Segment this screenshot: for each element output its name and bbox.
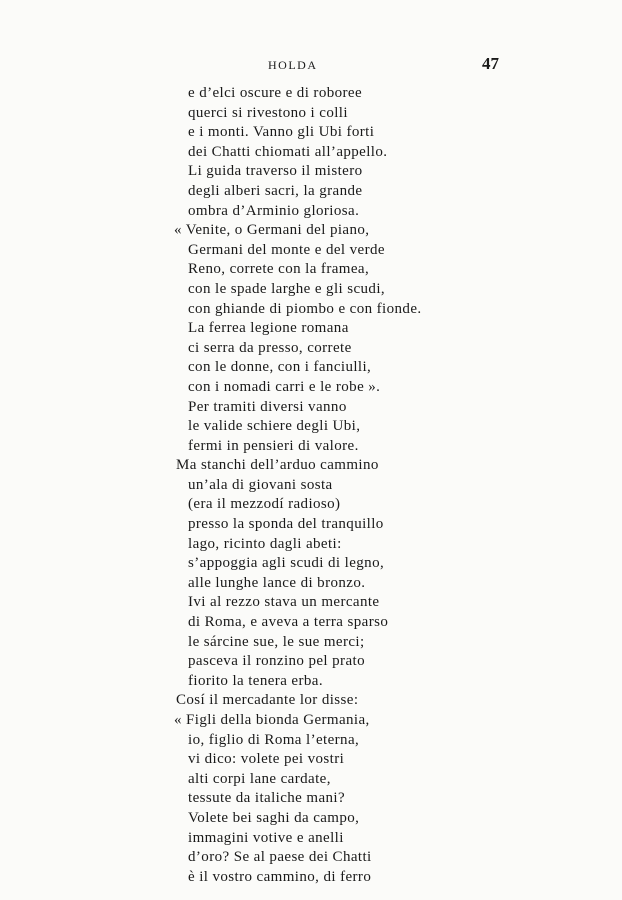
verse-line [0,829,622,849]
verse-line [0,770,622,790]
verse-line-text: con i nomadi carri e le robe ». [188,378,381,395]
verse-line [0,162,622,182]
verse-line [0,378,622,398]
verse-line [0,476,622,496]
verse-line [0,750,622,770]
verse-line [0,809,622,829]
verse-line [0,456,622,476]
verse-line [0,535,622,555]
verse-line-text: di Roma, e aveva a terra sparso [188,614,389,631]
verse-line-text: fermi in pensieri di valore. [188,437,359,454]
verse-line [0,182,622,202]
verse-line-text: immagini votive e anelli [188,829,344,846]
verse-line [0,280,622,300]
verse-line [0,495,622,515]
verse-line-text: le valide schiere degli Ubi, [188,418,361,435]
verse-line-text: Reno, correte con la framea, [188,261,370,278]
verse-line [0,789,622,809]
verse-line [0,652,622,672]
verse-line-text: La ferrea legione romana [188,320,349,337]
verse-line-text: io, figlio di Roma l’eterna, [188,731,360,748]
running-title: HOLDA [268,58,318,72]
verse-line [0,202,622,222]
verse-line [0,515,622,535]
verse-line [0,221,622,241]
verse-line-text: « Figli della bionda Germania, [174,712,370,728]
verse-line [0,731,622,751]
verse-line [0,711,622,731]
verse-line [0,633,622,653]
verse-line-text: « Venite, o Germani del piano, [174,222,370,239]
verse-line-text: alti corpi lane cardate, [188,770,331,787]
verse-line-text: presso la sponda del tranquillo [188,516,384,533]
verse-line [0,104,622,124]
verse-line-text: s’appoggia agli scudi di legno, [188,555,385,572]
verse-line-text: dei Chatti chiomati all’appello. [188,143,388,160]
verse-line [0,84,622,104]
verse-line [0,848,622,868]
verse-line-text: alle lunghe lance di bronzo. [188,574,366,591]
verse-line [0,574,622,594]
verse-line-text: ombra d’Arminio gloriosa. [188,202,360,219]
verse-line-text: e i monti. Vanno gli Ubi forti [188,124,375,141]
page-number: 47 [482,54,499,73]
verse-line [0,691,622,711]
verse-line [0,339,622,359]
verse-line-text: un’ala di giovani sosta [188,476,333,493]
verse-line-text: (era il mezzodí radioso) [188,496,341,513]
verse-line-text: Germani del monte e del verde [188,241,385,258]
verse-line-text: vi dico: volete pei vostri [188,751,345,768]
verse-line-text: Per tramiti diversi vanno [188,398,347,415]
verse-line [0,300,622,320]
running-head [0,56,622,76]
verse-line-text: Ma stanchi dell’arduo cammino [176,457,379,474]
verse-line [0,554,622,574]
verse-line-text: fiorito la tenera erba. [188,672,323,689]
verse-line-text: Ivi al rezzo stava un mercante [188,594,380,611]
verse-line [0,672,622,692]
verse-line-text: Cosí il mercadante lor disse: [176,692,359,709]
verse-line [0,123,622,143]
verse-line [0,593,622,613]
verse-line-text: lago, ricinto dagli abeti: [188,535,342,552]
verse-line-text: con le donne, con i fanciulli, [188,359,372,376]
verse-line [0,358,622,378]
verse-line [0,319,622,339]
poem-text [0,84,622,887]
verse-line [0,417,622,437]
verse-line [0,260,622,280]
verse-line-text: tessute da italiche mani? [188,790,346,807]
verse-line-text: Volete bei saghi da campo, [188,809,360,826]
verse-line-text: degli alberi sacri, la grande [188,182,363,199]
verse-line-text: e d’elci oscure e di roboree [188,85,363,101]
verse-line-text: Li guida traverso il mistero [188,163,363,180]
verse-line [0,143,622,163]
verse-line-text: è il vostro cammino, di ferro [188,868,372,885]
verse-line-text: ci serra da presso, correte [188,339,352,356]
verse-line-text: le sárcine sue, le sue merci; [188,633,365,650]
verse-line-text: querci si rivestono i colli [188,104,348,121]
verse-line [0,868,622,888]
verse-line [0,437,622,457]
verse-line-text: con le spade larghe e gli scudi, [188,280,386,297]
verse-line [0,241,622,261]
verse-line-text: con ghiande di piombo e con fionde. [188,300,422,317]
verse-line-text: d’oro? Se al paese dei Chatti [188,849,372,866]
verse-line [0,613,622,633]
verse-line-text: pasceva il ronzino pel prato [188,653,365,670]
verse-line [0,398,622,418]
